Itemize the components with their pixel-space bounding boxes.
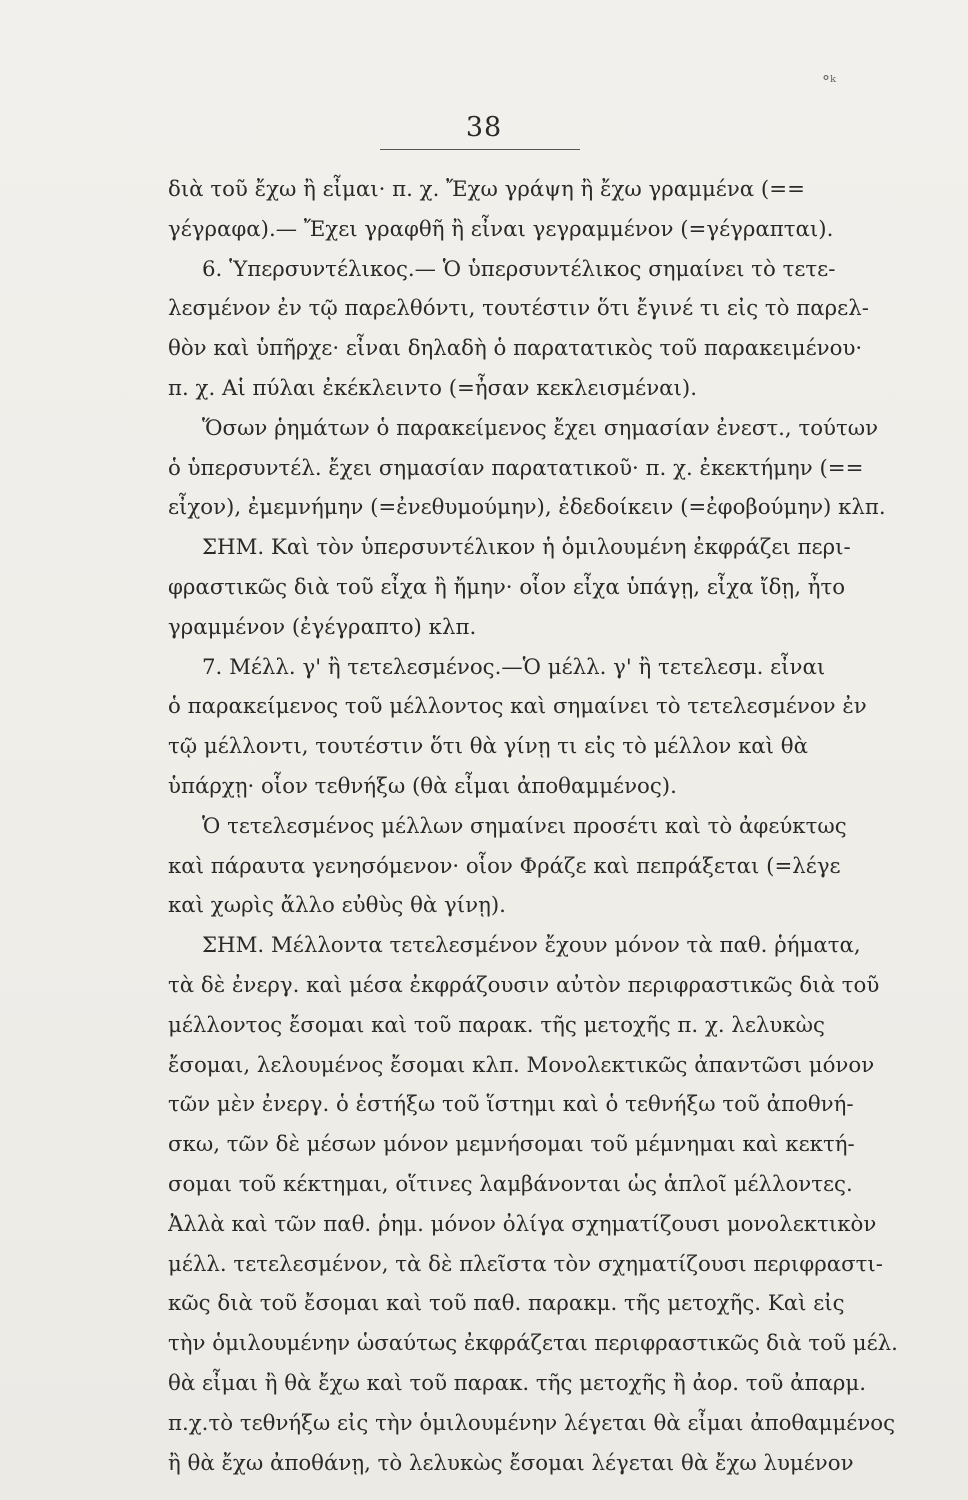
text-line: κῶς διὰ τοῦ ἔσομαι καὶ τοῦ παθ. παρακμ. τῆς μετοχῆς. Καὶ εἰς	[168, 1291, 845, 1317]
corner-mark: °ᵏ	[822, 72, 836, 91]
text-line: Ἀλλὰ καὶ τῶν παθ. ῥημ. μόνον ὀλίγα σχηματίζουσι μονολεκτικὸν	[168, 1211, 877, 1237]
text-line: 6. Ὑπερσυντέλικος.— Ὁ ὑπερσυντέλικος σημαίνει τὸ τετε-	[202, 256, 836, 282]
text-line: τῶν μὲν ἐνεργ. ὁ ἑστήξω τοῦ ἵστημι καὶ ὁ τεθνήξω τοῦ ἀποθνή-	[168, 1092, 854, 1118]
text-line: τὴν ὁμιλουμένην ὡσαύτως ἐκφράζεται περιφραστικῶς διὰ τοῦ μέλ.	[168, 1331, 898, 1357]
text-line: γραμμένον (ἐγέγραπτο) κλπ.	[168, 614, 477, 640]
text-line: ΣΗΜ. Καὶ τὸν ὑπερσυντέλικον ἡ ὁμιλουμένη ἐκφράζει περι-	[202, 535, 851, 561]
text-line: Ὅσων ῥημάτων ὁ παρακείμενος ἔχει σημασίαν ἐνεστ., τούτων	[202, 415, 879, 441]
text-line: φραστικῶς διὰ τοῦ εἶχα ἢ ἤμην· οἷον εἶχα ὑπάγῃ, εἶχα ἴδῃ, ἦτο	[168, 574, 846, 600]
text-line: τὰ δὲ ἐνεργ. καὶ μέσα ἐκφράζουσιν αὐτὸν περιφραστικῶς διὰ τοῦ	[168, 972, 880, 998]
text-line: Ὁ τετελεσμένος μέλλων σημαίνει προσέτι καὶ τὸ ἀφεύκτως	[202, 813, 847, 839]
text-line: τῷ μέλλοντι, τουτέστιν ὅτι θὰ γίνῃ τι εἰς τὸ μέλλον καὶ θὰ	[168, 734, 809, 760]
text-line: λεσμένον ἐν τῷ παρελθόντι, τουτέστιν ὅτι ἔγινέ τι εἰς τὸ παρελ-	[168, 296, 869, 322]
page-number: 38	[465, 112, 503, 143]
text-line: θὸν καὶ ὑπῆρχε· εἶναι δηλαδὴ ὁ παρατατικὸς τοῦ παρακειμένου·	[168, 336, 863, 362]
text-line: ἔσομαι, λελουμένος ἔσομαι κλπ. Μονολεκτικῶς ἀπαντῶσι μόνον	[168, 1052, 875, 1078]
text-line: καὶ χωρὶς ἄλλο εὐθὺς θὰ γίνῃ).	[168, 893, 506, 919]
text-line: σκω, τῶν δὲ μέσων μόνον μεμνήσομαι τοῦ μέμνημαι καὶ κεκτή-	[168, 1132, 855, 1158]
text-line: 7. Μέλλ. γ' ἢ τετελεσμένος.—Ὁ μέλλ. γ' ἢ τετελεσμ. εἶναι	[202, 654, 826, 680]
text-line: ἢ θὰ ἔχω ἀποθάνῃ, τὸ λελυκὼς ἔσομαι λέγεται θὰ ἔχω λυμένον	[168, 1450, 854, 1476]
text-line: ΣΗΜ. Μέλλοντα τετελεσμένον ἔχουν μόνον τὰ παθ. ῥήματα,	[202, 933, 861, 959]
text-line: μέλλ. τετελεσμένον, τὰ δὲ πλεῖστα τὸν σχηματίζουσι περιφραστι-	[168, 1251, 883, 1277]
text-line: ὁ παρακείμενος τοῦ μέλλοντος καὶ σημαίνει τὸ τετελεσμένον ἐν	[168, 694, 867, 720]
text-line: ὁ ὑπερσυντέλ. ἔχει σημασίαν παρατατικοῦ· π. χ. ἐκεκτήμην (==	[168, 455, 864, 481]
text-line: σομαι τοῦ κέκτημαι, οἵτινες λαμβάνονται ὡς ἁπλοῖ μέλλοντες.	[168, 1171, 853, 1197]
text-line: μέλλοντος ἔσομαι καὶ τοῦ παρακ. τῆς μετοχῆς π. χ. λελυκὼς	[168, 1012, 825, 1038]
text-line: ὑπάρχῃ· οἷον τεθνήξω (θὰ εἶμαι ἀποθαμμένος).	[168, 773, 677, 799]
text-line: γέγραφα).— Ἔχει γραφθῆ ἢ εἶναι γεγραμμένον (=γέγραπται).	[168, 216, 834, 242]
page-number-rule	[380, 149, 580, 150]
text-line: π. χ. Αἱ πύλαι ἐκέκλειντο (=ἦσαν κεκλεισμέναι).	[168, 375, 697, 401]
text-body	[168, 170, 936, 1483]
text-line: καὶ πάραυτα γενησόμενον· οἷον Φράζε καὶ πεπράξεται (=λέγε	[168, 853, 841, 879]
text-line: π.χ.τὸ τεθνήξω εἰς τὴν ὁμιλουμένην λέγεται θὰ εἶμαι ἀποθαμμένος	[168, 1410, 896, 1436]
text-line: διὰ τοῦ ἔχω ἢ εἶμαι· π. χ. Ἔχω γράψη ἢ ἔχω γραμμένα (==	[168, 177, 805, 202]
text-line: εἶχον), ἐμεμνήμην (=ἐνεθυμούμην), ἐδεδοίκειν (=ἐφοβούμην) κλπ.	[168, 495, 886, 521]
text-line: θὰ εἶμαι ἢ θὰ ἔχω καὶ τοῦ παρακ. τῆς μετοχῆς ἢ ἀορ. τοῦ ἀπαρμ.	[168, 1370, 867, 1396]
